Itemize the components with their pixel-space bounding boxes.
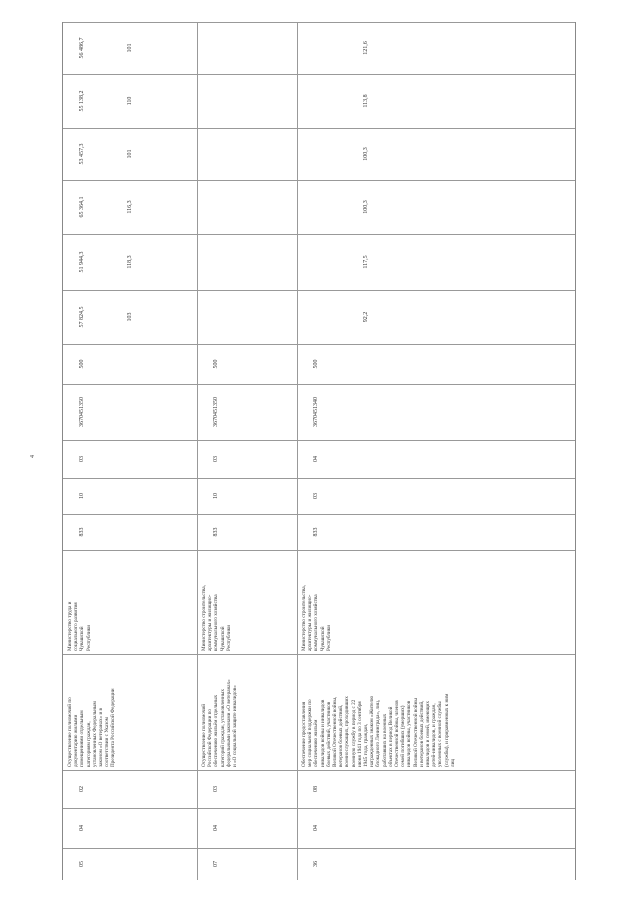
cell-code2: 04 <box>213 825 219 831</box>
cell-agency: Министерство труда и социального развития Чувашской Республики <box>67 601 92 651</box>
cell-code3: 03 <box>213 786 219 792</box>
cell-c_10: 10 <box>213 493 219 499</box>
cell-c_10: 10 <box>79 493 85 499</box>
cell-c_833: 833 <box>313 527 319 537</box>
column-divider <box>63 180 575 181</box>
cell-code3: 02 <box>79 786 85 792</box>
cell-c_10: 03 <box>313 493 319 499</box>
cell-c_500: 500 <box>79 359 85 369</box>
cell-c_500: 500 <box>213 359 219 369</box>
rotated-table <box>62 22 576 880</box>
page-number: 4 <box>30 455 36 458</box>
cell-c_03: 03 <box>79 456 85 462</box>
column-divider <box>63 234 575 235</box>
cell-p6: 121,6 <box>363 41 369 55</box>
column-divider <box>63 808 575 809</box>
cell-p3: 116,3 <box>127 200 133 214</box>
column-divider <box>63 384 575 385</box>
cell-c_03: 03 <box>213 456 219 462</box>
cell-v6: 56 486,7 <box>79 37 85 59</box>
cell-v3: 65 364,1 <box>79 196 85 218</box>
cell-description: Осуществление полномочий по документарию жилыми помещениями отдельным категориям граждан, установленных Федеральным законом «О ветеранах» и в соответствии с Указом Президента Российской Федерации <box>67 688 117 767</box>
cell-agency: Министерство строительства, архитектуры и жилищно- коммунального хозяйства Чувашской Республики <box>201 585 232 651</box>
cell-c_500: 500 <box>313 359 319 369</box>
column-divider <box>63 344 575 345</box>
cell-code2: 04 <box>79 825 85 831</box>
row-divider <box>297 22 298 880</box>
cell-c_03: 04 <box>313 456 319 462</box>
cell-p4: 100,3 <box>363 147 369 161</box>
cell-p4: 101 <box>127 149 133 159</box>
cell-code3: 08 <box>313 786 319 792</box>
column-divider <box>63 74 575 75</box>
cell-target: 3670451350 <box>79 397 85 427</box>
cell-p2: 117,5 <box>363 255 369 269</box>
cell-v5: 55 138,2 <box>79 90 85 112</box>
cell-p5: 113,8 <box>363 94 369 108</box>
cell-p3: 100,3 <box>363 200 369 214</box>
cell-v2: 51 944,3 <box>79 251 85 273</box>
cell-code1: 36 <box>313 861 319 867</box>
cell-c_833: 833 <box>213 527 219 537</box>
column-divider <box>63 290 575 291</box>
column-divider <box>63 770 575 771</box>
cell-c_833: 833 <box>79 527 85 537</box>
cell-p5: 110 <box>127 96 133 106</box>
cell-description: Осуществление полномочий Российской Федерации по обеспечению жильём отдельных категорий граждан, установленных федеральными законами «О ветеранах» и «О социальной защите инвалидов» <box>201 679 239 767</box>
column-divider <box>63 654 575 655</box>
cell-code2: 04 <box>313 825 319 831</box>
cell-p1: 103 <box>127 312 133 322</box>
cell-target: 3670451340 <box>313 397 319 427</box>
cell-v4: 53 457,3 <box>79 143 85 165</box>
cell-code1: 05 <box>79 861 85 867</box>
column-divider <box>63 478 575 479</box>
row-divider <box>197 22 198 880</box>
column-divider <box>63 550 575 551</box>
cell-target: 3670451350 <box>213 397 219 427</box>
cell-p1: 92,2 <box>363 311 369 323</box>
cell-v1: 57 824,5 <box>79 306 85 328</box>
cell-p2: 118,3 <box>127 255 133 269</box>
column-divider <box>63 440 575 441</box>
cell-p6: 101 <box>127 43 133 53</box>
column-divider <box>63 848 575 849</box>
cell-description: Обеспечение предоставления мер социальной поддержки по обеспечению жильём инвалидов войны и инвалидов боевых действий, участников Великой Отечественной войны, ветеранов боевых действий, военнослужащих, проходивших военную службу в период с 22 июня 1941 года по 3 сентября 1945 года, граждан, награжденных знаком «Жителю блокадного Ленинграда», лиц, работавших на военных объектах в период Великой Отечественной войны, членов семей погибших (умерших) инвалидов войны, участников Великой Отечественной войны и ветеранов боевых действий, инвалидов и семей, имеющих детей-инвалидов, и граждан, уволенных с военной службы (службы), и приравненных к ним лиц <box>301 693 456 767</box>
cell-code1: 07 <box>213 861 219 867</box>
column-divider <box>63 22 575 23</box>
column-divider <box>63 128 575 129</box>
cell-agency: Министерство строительства, архитектуры и жилищно- коммунального хозяйства Чувашской Республики <box>301 585 332 651</box>
column-divider <box>63 514 575 515</box>
